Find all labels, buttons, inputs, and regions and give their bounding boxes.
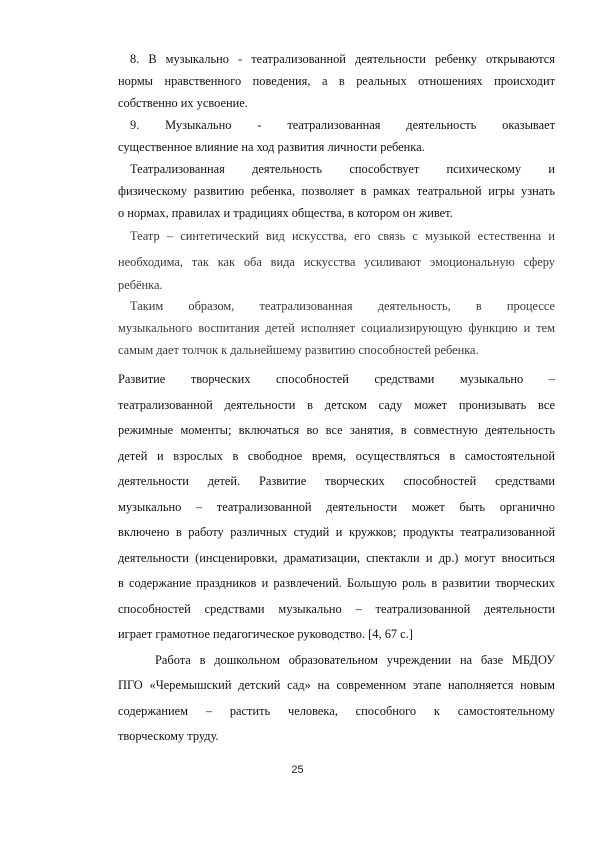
paragraph-10 (118, 158, 555, 224)
paragraph-8 (118, 48, 555, 114)
paragraph-12 (118, 295, 555, 361)
page-number: 25 (291, 764, 304, 776)
text-line: деятельности детей. Развитие творческих способностей средствами (118, 474, 555, 488)
text-line: нормы нравственного поведения, а в реальных отношениях происходит (118, 74, 555, 88)
body-text (118, 48, 555, 361)
text-line: театрализованной деятельности в детском саду может пронизывать все (118, 397, 555, 412)
text-line: о нормах, правилах и традициях общества, в котором он живет. (118, 206, 453, 220)
text-line: в содержание праздников и развлечений. Большую роль в развитии творческих (118, 576, 555, 590)
text-line: содержанием – растить человека, способного к самостоятельному (118, 703, 555, 718)
text-line: музыкально – театрализованной деятельности может быть органично (118, 499, 555, 514)
text-line: способностей средствами музыкально – театрализованной деятельности (118, 601, 555, 616)
text-line: необходима, так как оба вида искусства усиливают эмоциональную сферу (118, 254, 555, 269)
text-line: творческому труду. (118, 729, 219, 743)
text-line: Таким образом, театрализованная деятельность, в процессе (130, 299, 555, 313)
text-line: включено в работу различных студий и кружков; продукты театрализованной (118, 525, 555, 539)
text-line: самым дает толчок к дальнейшему развитию способностей ребенка. (118, 343, 479, 357)
text-line: ребёнка. (118, 278, 163, 292)
text-line: 9. Музыкально - театрализованная деятельность оказывает (130, 118, 555, 132)
text-line: детей и взрослых в свободное время, осуществляться в самостоятельной (118, 448, 555, 463)
paragraph-14 (118, 648, 555, 750)
paragraph-9 (118, 114, 555, 158)
text-line: Работа в дошкольном образовательном учреждении на базе МБДОУ (155, 652, 555, 667)
text-line: Развитие творческих способностей средствами музыкально – (118, 372, 555, 386)
text-line: существенное влияние на ход развития личности ребенка. (118, 140, 425, 154)
text-line: деятельности (инсценировки, драматизации, спектакли и др.) могут вноситься (118, 550, 555, 565)
text-line: играет грамотное педагогическое руководство. [4, 67 с.] (118, 627, 413, 641)
text-line: ПГО «Черемышский детский сад» на современном этапе наполняется новым (118, 678, 555, 692)
text-line: 8. В музыкально - театрализованной деятельности ребенку открываются (130, 52, 555, 66)
text-line: Театр – синтетический вид искусства, его связь с музыкой естественна и (130, 229, 555, 243)
body-text-lower (118, 367, 555, 750)
text-line: собственно их усвоение. (118, 96, 248, 110)
text-line: режимные моменты; включаться во все занятия, в совместную деятельность (118, 423, 555, 437)
paragraph-11 (118, 224, 555, 295)
paragraph-13-body (118, 367, 555, 648)
text-line: музыкального воспитания детей исполняет социализирующую функцию и тем (118, 321, 555, 335)
text-line: Театрализованная деятельность способствует психическому и (130, 162, 555, 176)
text-line: физическому развитию ребенка, позволяет в рамках театральной игры узнать (118, 184, 555, 198)
